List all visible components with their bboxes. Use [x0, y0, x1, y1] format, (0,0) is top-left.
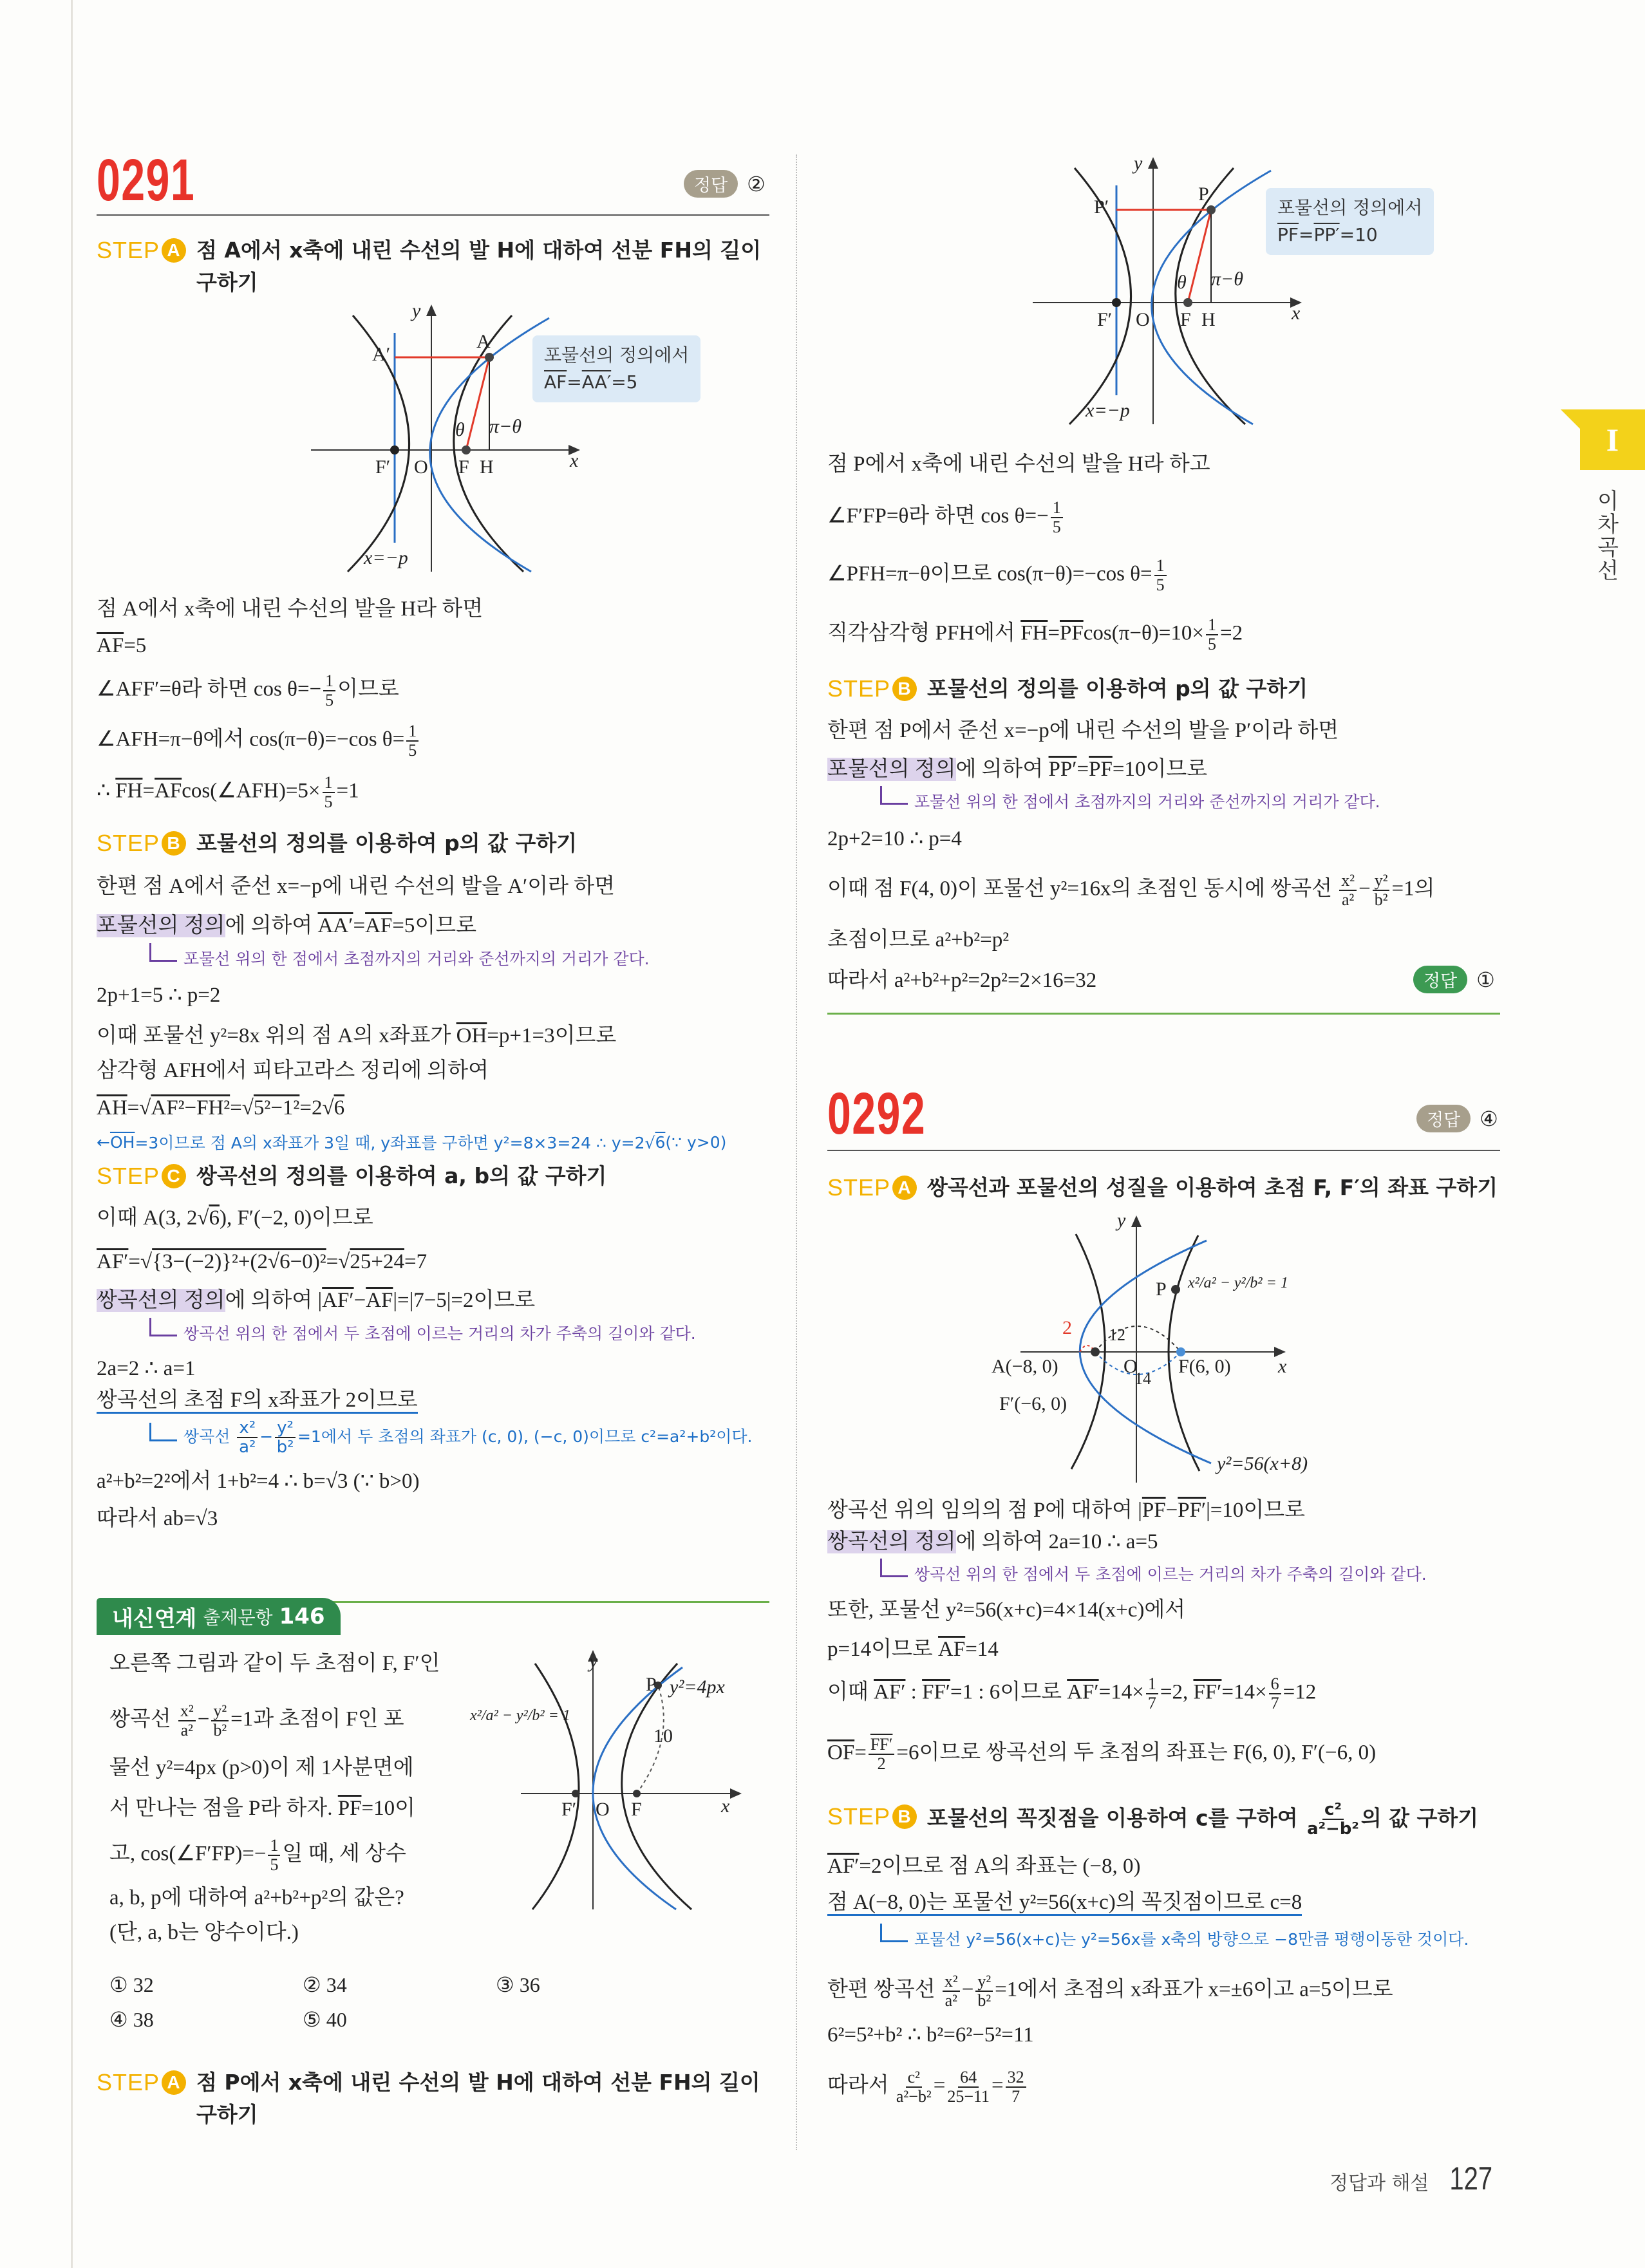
answer-value: ① [1476, 967, 1495, 992]
problem-line: 서 만나는 점을 P라 하자. $\overline{PF}=10$이 [109, 1797, 415, 1820]
solution-line: 포물선의 정의에 의하여 $AA'=\overline{AF}=5$이므로 [97, 914, 476, 937]
svg-text:F′: F′ [1097, 309, 1113, 330]
svg-text:F′: F′ [561, 1799, 577, 1820]
solution-line: $\overline{OF}=$ $\frac{FF'}{2}$ =6이므로 쌍곡선의 두 초점의 좌표는 F(6, 0), F′(−6, 0) [827, 1735, 1377, 1773]
step-title: 점 P에서 x축에 내린 수선의 발 H에 대하여 선분 FH의 길이 구하기 [196, 2070, 760, 2127]
point-a [485, 353, 494, 362]
svg-text:x²/a² − y²/b² = 1: x²/a² − y²/b² = 1 [470, 1707, 570, 1724]
svg-text:F′: F′ [375, 456, 391, 478]
svg-text:H: H [1201, 309, 1216, 330]
solution-line: 점 A에서 x축에 내린 수선의 발을 H라 하면 [97, 597, 484, 621]
annotation-note: 포물선 y²=56(x+c)는 y²=56x를 x축의 방향으로 −8만큼 평행이동한 것이다. [880, 1927, 1469, 1950]
step-title: 점 A에서 x축에 내린 수선의 발 H에 대하여 선분 FH의 길이 구하기 [196, 238, 762, 295]
related-problem-banner: 내신연계 출제문항 146 [97, 1598, 341, 1635]
solution-line: 이때 점 F(4, 0)이 포물선 y²=16x의 초점인 동시에 쌍곡선 $\frac{\text{x²}}{\text{a²}}$ − $\frac{\text{y²}}{\text{b²}}$ =1의 [827, 871, 1435, 909]
svg-text:A(−8, 0): A(−8, 0) [992, 1356, 1058, 1377]
solution-line: AF′=√{3−(−2)}²+(2√6−0)²=√25+24=7 [97, 1250, 428, 1273]
page-footer: 정답과 해설 127 [1330, 2160, 1493, 2197]
svg-text:x=−p: x=−p [1086, 400, 1130, 421]
solution-line: 2p+1=5 ∴ p=2 [97, 984, 221, 1007]
svg-text:π−θ: π−θ [1211, 268, 1244, 290]
step-c-heading: STEP C 쌍곡선의 정의를 이용하여 a, b의 값 구하기 [97, 1160, 606, 1192]
solution-line: ∠F′FP=θ라 하면 cos θ=− $\frac{1}{5}$ [827, 499, 1065, 536]
figure-callout: 포물선의 정의에서 $\overline{PF}=PP'=10$ [1266, 188, 1434, 255]
answer-value: ④ [1480, 1106, 1498, 1131]
solution-line: 한편 점 P에서 준선 x=−p에 내린 수선의 발을 P′이라 하면 [827, 719, 1339, 742]
solution-line: ∠AFH=π−θ에서 cos(π−θ)=−cos θ= $\frac{1}{5}$ [97, 722, 420, 760]
figure-related-solution [1033, 153, 1301, 424]
answer-badge: 정답 [1413, 966, 1467, 993]
svg-text:π−θ: π−θ [489, 416, 522, 437]
answer-badge: 정답 [1416, 1105, 1471, 1132]
svg-text:x=−p: x=−p [364, 547, 408, 568]
svg-text:y: y [1134, 153, 1143, 174]
solution-line: 포물선의 정의에 의하여 $PP'=\overline{PF}=10$이므로 [827, 758, 1208, 781]
step-b-heading: STEP B 포물선의 정의를 이용하여 p의 값 구하기 [827, 673, 1308, 705]
svg-text:F: F [631, 1799, 642, 1820]
solution-line: 따라서 a²+b²+p²=2p²=2×16=32 [827, 969, 1097, 992]
answer-option[interactable]: ② 34 [303, 1973, 347, 1996]
solution-line: 쌍곡선의 정의에 의하여 $|AF'-\overline{AF}|=|7-5|=2$이므로 [97, 1289, 536, 1312]
step-b-heading: STEP B 포물선의 꼭짓점을 이용하여 c를 구하여 $\frac{\text{c²}}{\text{a²−b²}}$ 의 값 구하기 [827, 1800, 1479, 1839]
problem-line: 쌍곡선 $\frac{\text{x²}}{\text{a²}}$ − $\frac{\text{y²}}{\text{b²}}$ =1과 초점이 F인 포 [109, 1701, 404, 1739]
answer-badge: 정답 [684, 170, 738, 198]
solution-line: 2p+2=10 ∴ p=4 [827, 827, 962, 850]
annotation-note: 포물선 위의 한 점에서 초점까지의 거리와 준선까지의 거리가 같다. [149, 946, 650, 970]
solution-line: $\overline{AF}=5$ [97, 634, 147, 657]
solution-line: p=14이므로 $\overline{AF}=14$ [827, 1638, 999, 1661]
solution-line: 2a=2 ∴ a=1 [97, 1357, 196, 1380]
solution-line: 이때 포물선 y²=8x 위의 점 A의 x좌표가 $\overline{OH}=p+1=3$이므로 [97, 1024, 617, 1047]
solution-line: 이때 A(3, 2√6), F′(−2, 0)이므로 [97, 1206, 373, 1230]
solution-line: 초점이므로 a²+b²=p² [827, 928, 1010, 951]
svg-text:θ: θ [1177, 272, 1187, 293]
svg-text:O: O [596, 1799, 610, 1820]
svg-text:F(6, 0): F(6, 0) [1178, 1356, 1231, 1377]
svg-text:10: 10 [653, 1725, 673, 1747]
solution-line: 이때 AF′ : FF′=1 : 6이므로 AF′=14× $\frac{1}{7}$ =2, FF′=14× $\frac{6}{7}$ =12 [827, 1674, 1317, 1712]
solution-line: 점 A(−8, 0)는 포물선 y²=56(x+c)의 꼭짓점이므로 c=8 [827, 1888, 1302, 1917]
svg-text:y²=4px: y²=4px [670, 1676, 725, 1698]
solution-line: $\overline{AH}=√AF^2-FH^2=√5^2-1^2=2√6$ [97, 1096, 345, 1120]
point-f-prime [390, 445, 399, 455]
figure-callout: 포물선의 정의에서 $\overline{AF}=AA'=5$ [532, 335, 700, 402]
chapter-tab[interactable]: I [1580, 409, 1645, 470]
problem-line: 오른쪽 그림과 같이 두 초점이 F, F′인 [109, 1652, 440, 1675]
solution-line: 쌍곡선의 초점 F의 x좌표가 2이므로 [97, 1385, 418, 1415]
step-b-heading: STEP B 포물선의 정의를 이용하여 p의 값 구하기 [97, 827, 577, 859]
answer-option[interactable]: ④ 38 [109, 2008, 154, 2031]
solution-line: 쌍곡선 위의 임의의 점 P에 대하여 $|\overline{PF}-PF'|=10$이므로 [827, 1499, 1306, 1522]
figure-related-problem [469, 1651, 740, 1909]
solution-line: 점 P에서 x축에 내린 수선의 발을 H라 하고 [827, 453, 1210, 476]
svg-text:x: x [1292, 303, 1301, 324]
svg-text:A: A [476, 331, 491, 352]
solution-line: 직각삼각형 PFH에서 $\overline{FH}=\overline{PF}\cos(\pi-\theta)=10\times$ $\frac{1}{5}$ =2 [827, 615, 1243, 653]
problem-line: a, b, p에 대하여 a²+b²+p²의 값은? [109, 1886, 404, 1909]
svg-text:H: H [480, 456, 494, 478]
solution-line: ∠PFH=π−θ이므로 cos(π−θ)=−cos θ= $\frac{1}{5}$ [827, 557, 1169, 594]
svg-text:x²/a² − y²/b² = 1: x²/a² − y²/b² = 1 [1188, 1275, 1288, 1291]
answer-option[interactable]: ① 32 [109, 1973, 154, 1996]
svg-text:F′(−6, 0): F′(−6, 0) [999, 1393, 1067, 1414]
solution-line: AF′=2이므로 점 A의 좌표는 (−8, 0) [827, 1855, 1141, 1878]
solution-line: 또한, 포물선 y²=56(x+c)=4×14(x+c)에서 [827, 1598, 1186, 1622]
solution-line: 삼각형 AFH에서 피타고라스 정리에 의하여 [97, 1059, 489, 1082]
answer-option[interactable]: ③ 36 [496, 1973, 540, 1996]
solution-line: ∴ $\overline{FH}=\overline{AF}\cos(\angle AFH)=5\times$ $\frac{1}{5}$ =1 [97, 773, 359, 811]
annotation-note: 쌍곡선 위의 한 점에서 두 초점에 이르는 거리의 차가 주축의 길이와 같다. [880, 1562, 1427, 1585]
step-title: 포물선의 정의를 이용하여 p의 값 구하기 [196, 830, 578, 856]
page-number: 127 [1449, 2160, 1493, 2197]
svg-text:θ: θ [455, 419, 465, 440]
svg-text:O: O [414, 456, 428, 478]
step-title: 포물선의 꼭짓점을 이용하여 c를 구하여 $\frac{\text{c²}}{\text{a²−b²}}$ 의 값 구하기 [927, 1800, 1479, 1839]
solution-line: ∠AFF′=θ라 하면 cos θ=− $\frac{1}{5}$ 이므로 [97, 671, 399, 709]
annotation-note: ← $\overline{OH}$ =3이므로 점 A의 x좌표가 3일 때, y좌표를 구하면 y²=8×3=24 ∴ y=2√ 6 (∵ y>0) [97, 1132, 727, 1152]
svg-text:F: F [458, 456, 469, 478]
problem-number: 0292 [827, 1081, 926, 1147]
solution-line: 한편 쌍곡선 $\frac{\text{x²}}{\text{a²}}$ − $\frac{\text{y²}}{\text{b²}}$ =1에서 초점의 x좌표가 x=±6이고 a=5이므로 [827, 1972, 1393, 2010]
step-title: 쌍곡선과 포물선의 성질을 이용하여 초점 F, F′의 좌표 구하기 [927, 1175, 1498, 1200]
svg-text:O: O [1136, 309, 1150, 330]
svg-text:P′: P′ [1094, 196, 1109, 218]
svg-text:P: P [1156, 1279, 1167, 1300]
problem-line: (단, a, b는 양수이다.) [109, 1921, 299, 1944]
answer-option[interactable]: ⑤ 40 [303, 2008, 347, 2031]
svg-text:12: 12 [1109, 1326, 1125, 1344]
svg-text:P: P [1198, 183, 1209, 205]
solution-line: 한편 점 A에서 준선 x=−p에 내린 수선의 발을 A′이라 하면 [97, 875, 616, 898]
annotation-note: 포물선 위의 한 점에서 초점까지의 거리와 준선까지의 거리가 같다. [880, 789, 1380, 812]
step-title: 포물선의 정의를 이용하여 p의 값 구하기 [927, 676, 1308, 701]
svg-text:y: y [412, 300, 421, 321]
svg-text:y: y [1117, 1210, 1126, 1231]
problem-line: 고, cos(∠F′FP)=− $\frac{1}{5}$ 일 때, 세 상수 [109, 1836, 406, 1874]
figure-0291 [311, 300, 579, 572]
solution-line: a²+b²=2²에서 1+b²=4 ∴ b=√3 (∵ b>0) [97, 1470, 420, 1493]
step-title: 쌍곡선의 정의를 이용하여 a, b의 값 구하기 [196, 1163, 607, 1188]
annotation-note: 쌍곡선 $\frac{\text{x²}}{\text{a²}}$ − $\frac{\text{y²}}{\text{b²}}$ =1에서 두 초점의 좌표가 (c, 0), (−c, 0)이므로 c²=a²+b²이다. [149, 1419, 752, 1456]
svg-text:x: x [721, 1795, 730, 1817]
solution-line: 6²=5²+b² ∴ b²=6²−5²=11 [827, 2023, 1034, 2047]
point-f [462, 445, 471, 455]
svg-text:F: F [1180, 309, 1191, 330]
svg-text:y²=56(x+8): y²=56(x+8) [1217, 1453, 1308, 1474]
svg-text:14: 14 [1134, 1369, 1151, 1388]
segment-af [466, 357, 489, 450]
problem-line: 물선 y²=4px (p>0)이 제 1사분면에 [109, 1756, 414, 1779]
solution-line: 따라서 $\frac{\text{c²}}{\text{a²−b²}}$ = $\frac{64}{25-11}$ = $\frac{32}{7}$ [827, 2068, 1028, 2106]
step-a-heading: STEP A 쌍곡선과 포물선의 성질을 이용하여 초점 F, F′의 좌표 구하기 [827, 1172, 1498, 1204]
chapter-title: 이차곡선 [1593, 489, 1619, 582]
svg-text:O: O [1123, 1356, 1138, 1377]
svg-text:A′: A′ [372, 344, 391, 365]
solution-line: 따라서 ab=√3 [97, 1507, 218, 1530]
svg-text:x: x [1278, 1356, 1287, 1377]
step-a-heading: STEP A 점 P에서 x축에 내린 수선의 발 H에 대하여 선분 FH의 길이 구하기 [97, 2067, 760, 2131]
svg-text:y: y [589, 1651, 598, 1672]
problem-number: 0291 [97, 147, 196, 213]
annotation-note: 쌍곡선 위의 한 점에서 두 초점에 이르는 거리의 차가 주축의 길이와 같다. [149, 1321, 696, 1344]
svg-text:2: 2 [1062, 1317, 1072, 1338]
figure-0292 [992, 1210, 1308, 1483]
svg-text:P: P [646, 1674, 657, 1695]
solution-line: 쌍곡선의 정의에 의하여 2a=10 ∴ a=5 [827, 1530, 1158, 1553]
step-tag: STEP A [97, 234, 186, 267]
svg-text:x: x [570, 450, 579, 471]
answer-value: ② [747, 171, 766, 196]
